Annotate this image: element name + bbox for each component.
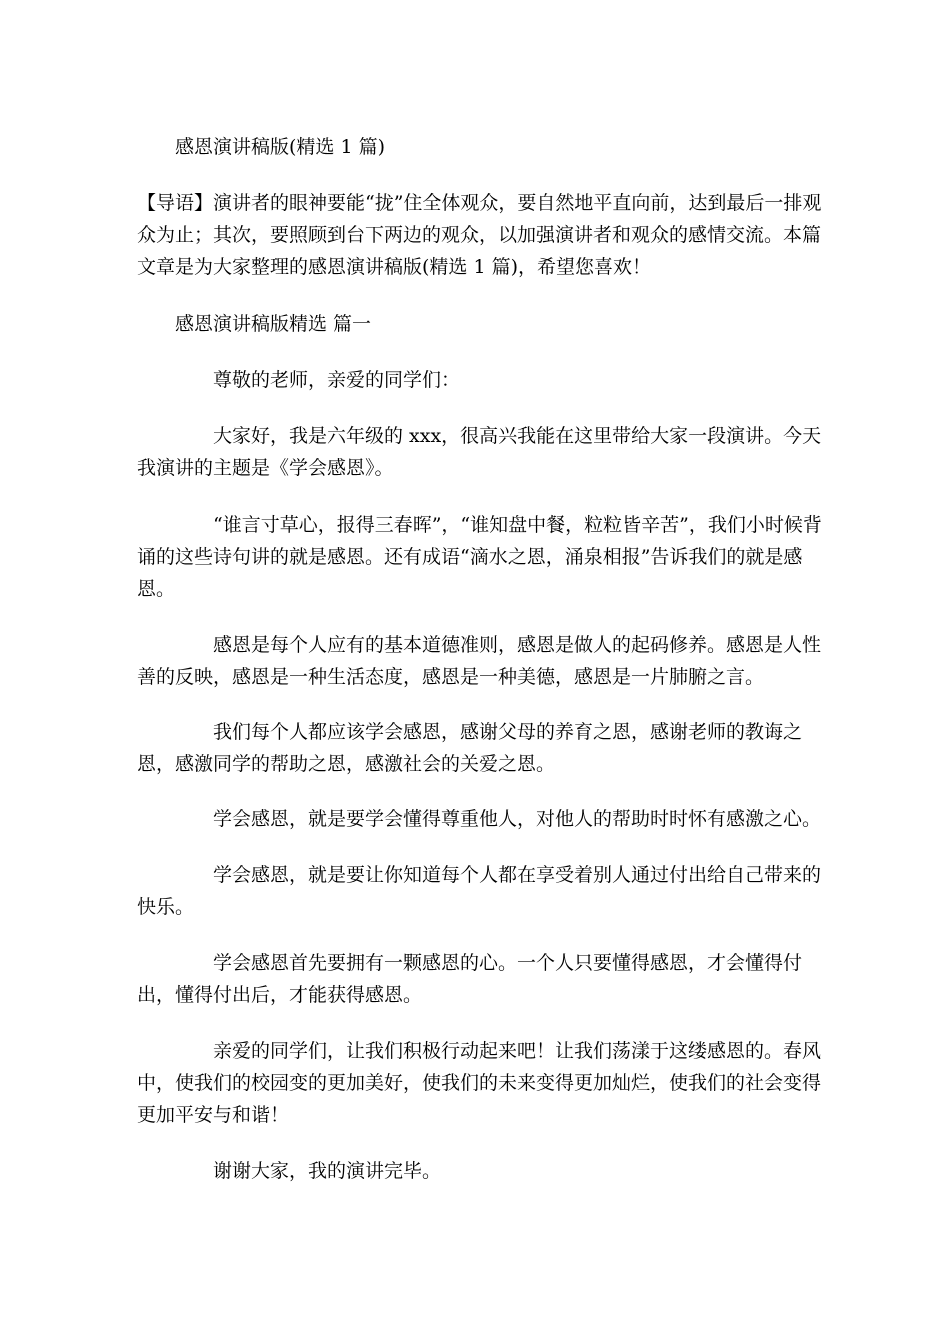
body-paragraph: 感恩是每个人应有的基本道德准则，感恩是做人的起码修养。感恩是人性善的反映，感恩是一种生活态度，感恩是一种美德，感恩是一片肺腑之言。 [137, 634, 822, 688]
body-paragraph: 学会感恩，就是要学会懂得尊重他人，对他人的帮助时时怀有感激之心。 [213, 808, 822, 830]
salutation: 尊敬的老师，亲爱的同学们： [213, 369, 461, 391]
body-paragraph: 大家好，我是六年级的 xxx，很高兴我能在这里带给大家一段演讲。今天我演讲的主题是《学会感恩》。 [137, 425, 822, 479]
body-paragraph: 学会感恩，就是要让你知道每个人都在享受着别人通过付出给自己带来的快乐。 [137, 864, 822, 918]
body-paragraph: 亲爱的同学们，让我们积极行动起来吧！让我们荡漾于这缕感恩的。春风中，使我们的校园变的更加美好，使我们的未来变得更加灿烂，使我们的社会变得更加平安与和谐！ [137, 1040, 822, 1126]
intro-paragraph: 【导语】演讲者的眼神要能“拢”住全体观众，要自然地平直向前，达到最后一排观众为止；其次，要照顾到台下两边的观众，以加强演讲者和观众的感情交流。本篇文章是为大家整理的感恩演讲稿版(精选 1 篇)，希望您喜欢！ [137, 192, 822, 278]
closing-line: 谢谢大家，我的演讲完毕。 [213, 1160, 442, 1182]
document-title: 感恩演讲稿版(精选 1 篇) [175, 136, 385, 158]
body-paragraph: 我们每个人都应该学会感恩，感谢父母的养育之恩，感谢老师的教诲之恩，感激同学的帮助之恩，感激社会的关爱之恩。 [137, 721, 803, 775]
body-paragraph: “谁言寸草心，报得三春晖”，“谁知盘中餐，粒粒皆辛苦”，我们小时候背诵的这些诗句讲的就是感恩。还有成语“滴水之恩，涌泉相报”告诉我们的就是感恩。 [137, 514, 822, 600]
section-heading: 感恩演讲稿版精选 篇一 [175, 313, 372, 335]
body-paragraph: 学会感恩首先要拥有一颗感恩的心。一个人只要懂得感恩，才会懂得付出，懂得付出后，才能获得感恩。 [137, 952, 803, 1006]
